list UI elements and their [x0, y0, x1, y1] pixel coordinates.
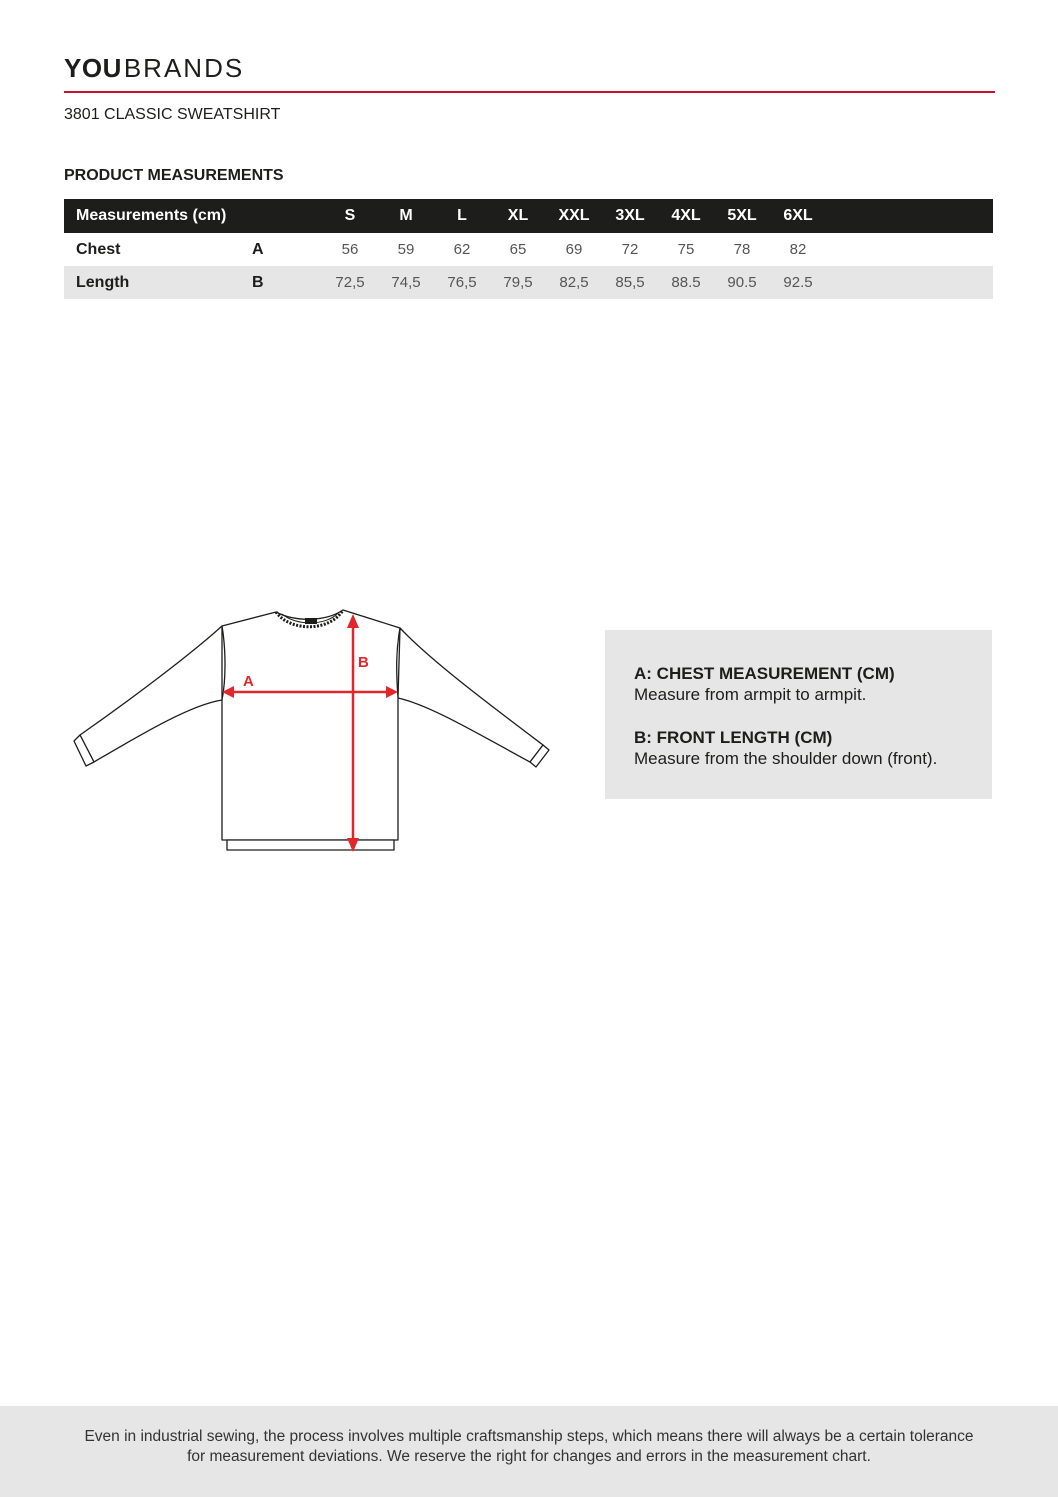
- body-outline: [222, 610, 400, 840]
- cell-value: 65: [509, 241, 527, 258]
- hem-band: [227, 840, 394, 850]
- footer-line-2: for measurement deviations. We reserve the right for changes and errors in the measurement chart.: [187, 1448, 871, 1465]
- cell-value: 56: [341, 241, 359, 258]
- cell-value: 90.5: [727, 274, 757, 291]
- info-a-desc: Measure from armpit to armpit.: [634, 685, 867, 704]
- cell-value: 82,5: [559, 274, 589, 291]
- cell-value: 82: [789, 241, 807, 258]
- table-row-chest: [64, 233, 993, 266]
- sweatshirt-diagram: [70, 600, 550, 860]
- logo-brands-text: BRANDS: [123, 53, 245, 83]
- header-code-cell: [246, 199, 322, 233]
- header-size: L: [457, 207, 467, 224]
- header-size: XL: [507, 207, 529, 224]
- diagram-label-a: A: [243, 673, 254, 690]
- cell-value: 74,5: [391, 274, 421, 291]
- header-size: M: [399, 207, 413, 224]
- header-size: 6XL: [783, 207, 813, 224]
- cell-value: 76,5: [447, 274, 477, 291]
- cell-value: 72: [621, 241, 639, 258]
- footer-line-1: Even in industrial sewing, the process involves multiple craftsmanship steps, which means there will always be a certain tolerance: [84, 1428, 974, 1445]
- row-filler: [826, 266, 993, 299]
- cell-value: 79,5: [503, 274, 533, 291]
- header-size: XXL: [558, 207, 590, 224]
- header-rule: [64, 91, 995, 93]
- header-filler: [826, 199, 993, 233]
- cell-value: 62: [453, 241, 471, 258]
- row-filler: [826, 233, 993, 266]
- table-row-length: [64, 266, 993, 299]
- header-size: 4XL: [671, 207, 701, 224]
- info-b-title: B: FRONT LENGTH (CM): [634, 728, 833, 747]
- footer-disclaimer: [0, 1406, 1058, 1497]
- cell-value: 59: [397, 241, 415, 258]
- youbrands-logo: [64, 53, 244, 83]
- header-size: S: [344, 207, 356, 224]
- header-size: 5XL: [727, 207, 757, 224]
- measurements-table: [64, 199, 993, 299]
- row-label: Chest: [76, 240, 121, 258]
- cell-value: 92.5: [783, 274, 813, 291]
- cell-value: 78: [733, 241, 751, 258]
- cell-value: 85,5: [615, 274, 645, 291]
- row-code: B: [252, 273, 264, 291]
- row-label: Length: [76, 273, 130, 291]
- cell-value: 75: [677, 241, 695, 258]
- row-code: A: [252, 240, 264, 258]
- measurement-info-box: [605, 630, 992, 799]
- product-name: 3801 CLASSIC SWEATSHIRT: [64, 106, 281, 123]
- cell-value: 69: [565, 241, 583, 258]
- neck-label: [305, 618, 317, 624]
- section-title: PRODUCT MEASUREMENTS: [64, 167, 284, 184]
- cell-value: 72,5: [335, 274, 365, 291]
- diagram-label-b: B: [358, 654, 369, 671]
- logo-you-text: YOU: [64, 53, 122, 83]
- header-label: Measurements (cm): [76, 207, 227, 224]
- table-header-row: [64, 199, 993, 233]
- left-sleeve: [80, 626, 222, 762]
- info-b-desc: Measure from the shoulder down (front).: [634, 749, 938, 768]
- right-sleeve: [398, 628, 543, 762]
- cell-value: 88.5: [671, 274, 701, 291]
- info-a-title: A: CHEST MEASUREMENT (CM): [634, 664, 895, 683]
- header-size: 3XL: [615, 207, 645, 224]
